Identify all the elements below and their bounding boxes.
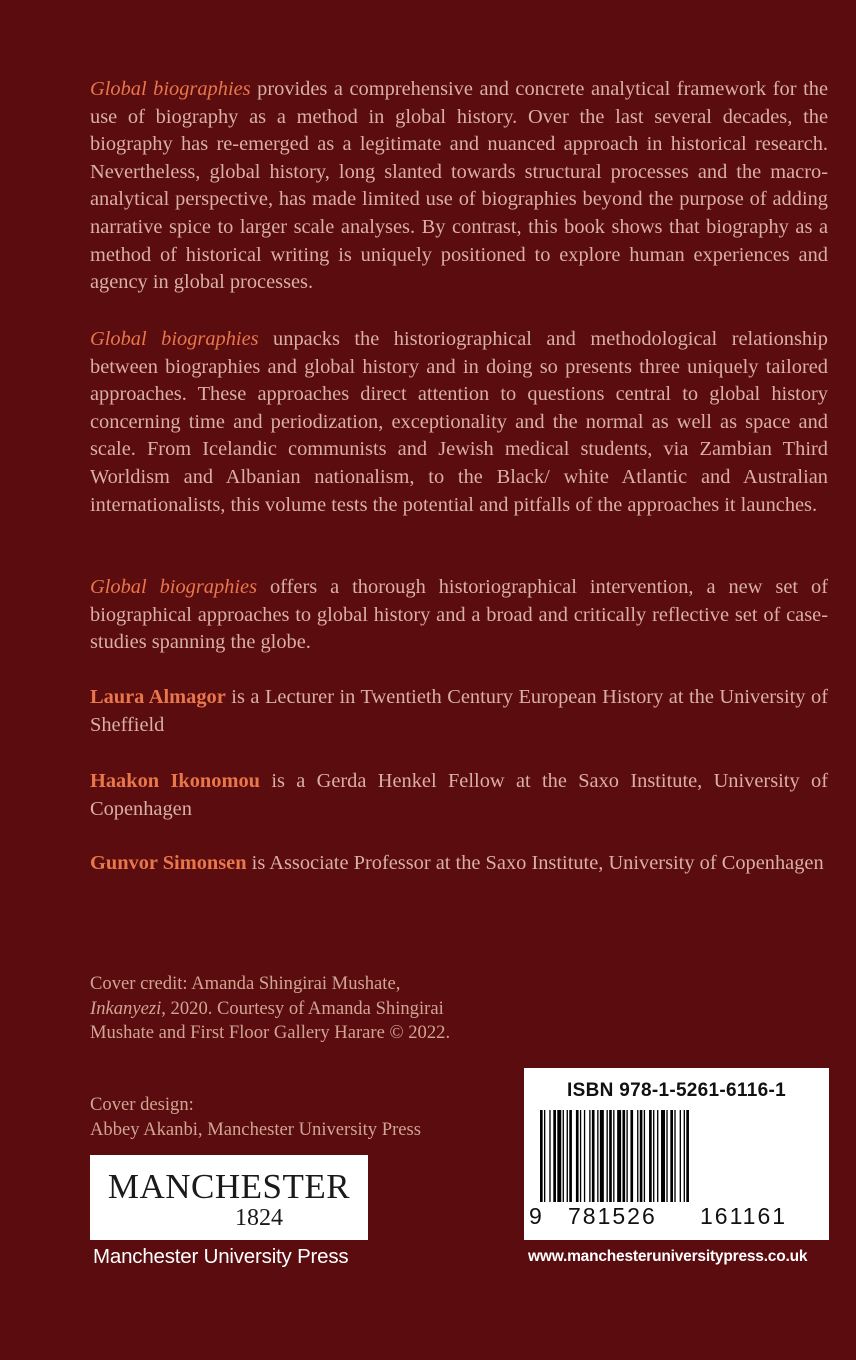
- author-name: Laura Almagor: [90, 686, 226, 708]
- cover-credit-text: Cover credit: Amanda Shingirai Mushate,: [90, 973, 401, 994]
- cover-design-credit: [90, 1093, 470, 1142]
- logo-wordmark: MANCHESTER: [107, 1167, 351, 1206]
- cover-design-name: Abbey Akanbi, Manchester University Press: [90, 1118, 422, 1140]
- artwork-title: Inkanyezi: [90, 997, 162, 1019]
- author-bio: is a Lecturer in Twentieth Century European History at the University of Sheffield: [90, 686, 828, 736]
- author-bio-3: [90, 850, 828, 878]
- book-title-italic: Global biographies: [90, 576, 258, 598]
- publisher-name: Manchester University Press: [93, 1245, 349, 1268]
- blurb-text: unpacks the historiographical and methodological relationship between biographies and global history and in doing so presents three uniquely tailored approaches. These approaches direct attention to questions central to global history concerning time and periodization, exceptionality and the normal as well as space and scale. From Icelandic communists and Jewish medical students, via Zambian Third Worldism and Albanian nationalism, to the Black/ white Atlantic and Australian internationalists, this volume tests the potential and pitfalls of the approaches it launches.: [90, 328, 828, 516]
- cover-credit-text: , 2020. Courtesy of Amanda Shingirai Mushate and First Floor Gallery Harare © 2022.: [90, 997, 451, 1043]
- blurb-paragraph-1: [90, 76, 828, 297]
- author-name: Gunvor Simonsen: [90, 852, 247, 874]
- blurb-text: provides a comprehensive and concrete analytical framework for the use of biography as a method in global history. Over the last several decades, the biography has re-emerged as a legitimate and nuanced approach in historical research. Nevertheless, global history, long slanted towards structural processes and the macro-analytical perspective, has made limited use of biographies beyond the purpose of adding narrative spice to larger scale analyses. By contrast, this book shows that biography as a method of historical writing is uniquely positioned to explore human experiences and agency in global processes.: [90, 78, 828, 294]
- isbn-number: ISBN 978-1-5261-6116-1: [567, 1080, 786, 1101]
- author-bio-2: [90, 768, 828, 823]
- blurb-text: offers a thorough historiographical intervention, a new set of biographical approaches to global history and a broad and critically reflective set of case-studies spanning the globe.: [90, 576, 828, 654]
- isbn-barcode: [524, 1068, 829, 1240]
- logo-year: 1824: [235, 1205, 283, 1231]
- author-bio: is a Gerda Henkel Fellow at the Saxo Institute, University of Copenhagen: [90, 770, 828, 820]
- blurb-paragraph-2: [90, 326, 828, 519]
- barcode-digits-left: 781526: [568, 1203, 657, 1229]
- book-title-italic: Global biographies: [90, 328, 259, 350]
- publisher-logo: [90, 1155, 368, 1240]
- author-name: Haakon Ikonomou: [90, 770, 260, 792]
- cover-design-label: Cover design:: [90, 1094, 194, 1115]
- barcode-digit-first: 9: [529, 1203, 542, 1229]
- author-bio-1: [90, 684, 828, 739]
- book-title-italic: Global biographies: [90, 78, 251, 100]
- blurb-paragraph-3: [90, 574, 828, 657]
- barcode-bars: [540, 1110, 815, 1202]
- author-bio: is Associate Professor at the Saxo Institute, University of Copenhagen: [246, 852, 824, 874]
- barcode-digits-right: 161161: [700, 1203, 788, 1229]
- publisher-website: www.manchesteruniversitypress.co.uk: [528, 1248, 808, 1265]
- cover-credit: [90, 972, 470, 1046]
